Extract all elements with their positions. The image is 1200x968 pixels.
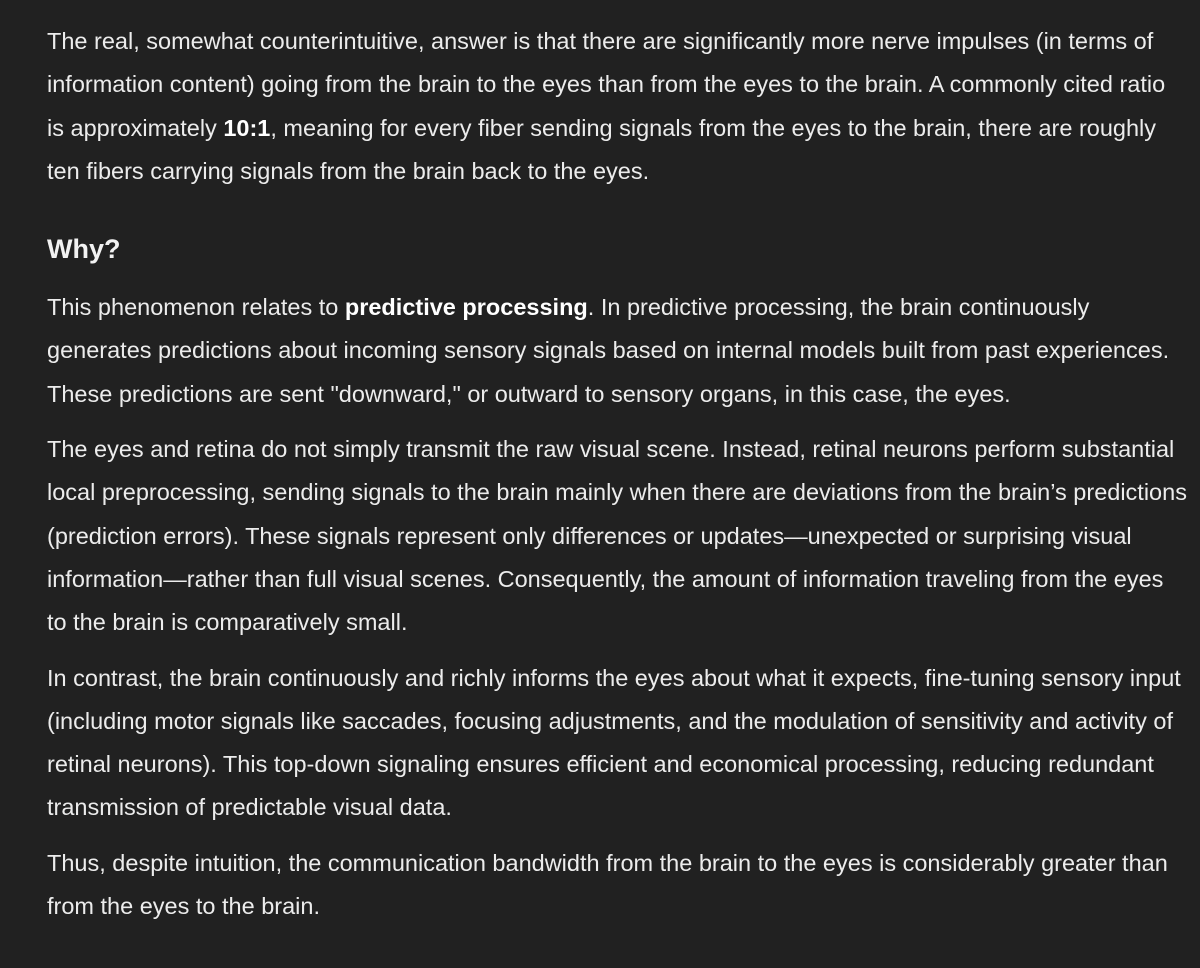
predictive-processing-term: predictive processing (344, 294, 588, 321)
ratio-text-before: The real, somewhat counterintuitive, answer is that there are significantly more nerve impulses (in terms of information content) going from the brain to the eyes than from the eyes to the brain. A commonly cited ratio is approximately (47, 28, 1166, 141)
paragraph-ratio-answer (47, 20, 1187, 193)
predictive-text-after: . In predictive processing, the brain continuously generates predictions about incoming sensory signals based on internal models built from past experiences. These predictions are sent "downward," or outward to sensory organs, in this case, the eyes. (47, 294, 1170, 407)
ratio-value: 10:1 (223, 114, 271, 141)
section-heading-why: Why? (47, 234, 121, 265)
ratio-text-after: , meaning for every fiber sending signals from the eyes to the brain, there are roughly ten fibers carrying signals from the brain back to the eyes. (47, 114, 1157, 184)
paragraph-top-down-signaling: In contrast, the brain continuously and richly informs the eyes about what it expects, fine-tuning sensory input (including motor signals like saccades, focusing adjustments, and the modulation of sensitivity and activity of retinal neurons). This top-down signaling ensures efficient and economical processing, reducing redundant transmission of predictable visual data. (47, 664, 1181, 821)
paragraph-predictive-processing (47, 286, 1187, 416)
paragraph-retina-preprocessing: The eyes and retina do not simply transmit the raw visual scene. Instead, retinal neurons perform substantial local preprocessing, sending signals to the brain mainly when there are deviations from the brain’s predictions (prediction errors). These signals represent only differences or updates—unexpected or surprising visual information—rather than full visual scenes. Consequently, the amount of information traveling from the eyes to the brain is comparatively small. (47, 436, 1187, 636)
assistant-message (47, 20, 1187, 940)
predictive-text-before: This phenomenon relates to (47, 294, 345, 321)
paragraph-conclusion: Thus, despite intuition, the communication bandwidth from the brain to the eyes is considerably greater than from the eyes to the brain. (47, 849, 1168, 920)
